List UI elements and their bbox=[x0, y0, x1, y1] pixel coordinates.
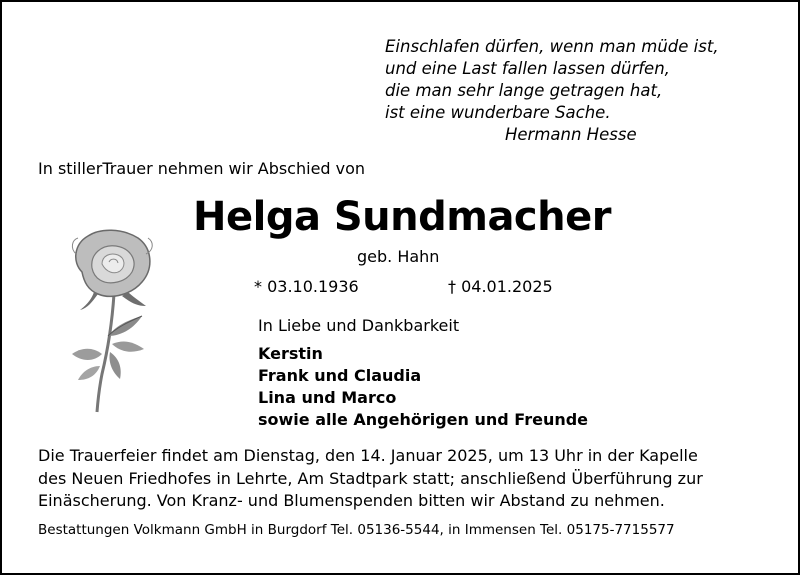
mourner-name: sowie alle Angehörigen und Freunde bbox=[258, 410, 589, 429]
mourner-name: Kerstin bbox=[258, 344, 323, 363]
funeral-line: des Neuen Friedhofes in Lehrte, Am Stadtpark statt; anschließend Überführung zur bbox=[38, 468, 703, 488]
quote-line: die man sehr lange getragen hat, bbox=[385, 81, 663, 100]
quote-line: ist eine wunderbare Sache. bbox=[385, 103, 611, 122]
quote-line: und eine Last fallen lassen dürfen, bbox=[385, 59, 670, 78]
rose-icon bbox=[62, 224, 162, 414]
funeral-details bbox=[38, 445, 703, 513]
mourner-name: Lina und Marco bbox=[258, 388, 397, 407]
thanks-line: In Liebe und Dankbarkeit bbox=[258, 316, 460, 335]
intro-text: In stillerTrauer nehmen wir Abschied von bbox=[38, 159, 366, 178]
death-date: † 04.01.2025 bbox=[448, 277, 553, 296]
maiden-name: geb. Hahn bbox=[357, 247, 440, 266]
quote-author: Hermann Hesse bbox=[505, 125, 637, 144]
birth-date: * 03.10.1936 bbox=[254, 277, 359, 296]
deceased-name: Helga Sundmacher bbox=[193, 194, 611, 240]
funeral-line: Einäscherung. Von Kranz- und Blumenspenden bitten wir Abstand zu nehmen. bbox=[38, 491, 665, 510]
quote-line: Einschlafen dürfen, wenn man müde ist, bbox=[385, 37, 719, 56]
undertaker-contact: Bestattungen Volkmann GmbH in Burgdorf Tel. 05136-5544, in Immensen Tel. 05175-7715577 bbox=[38, 522, 675, 538]
mourner-name: Frank und Claudia bbox=[258, 366, 422, 385]
hesse-quote bbox=[385, 36, 719, 146]
mourners-list bbox=[258, 343, 588, 431]
funeral-line: Die Trauerfeier findet am Dienstag, den 14. Januar 2025, um 13 Uhr in der Kapelle bbox=[38, 446, 698, 465]
